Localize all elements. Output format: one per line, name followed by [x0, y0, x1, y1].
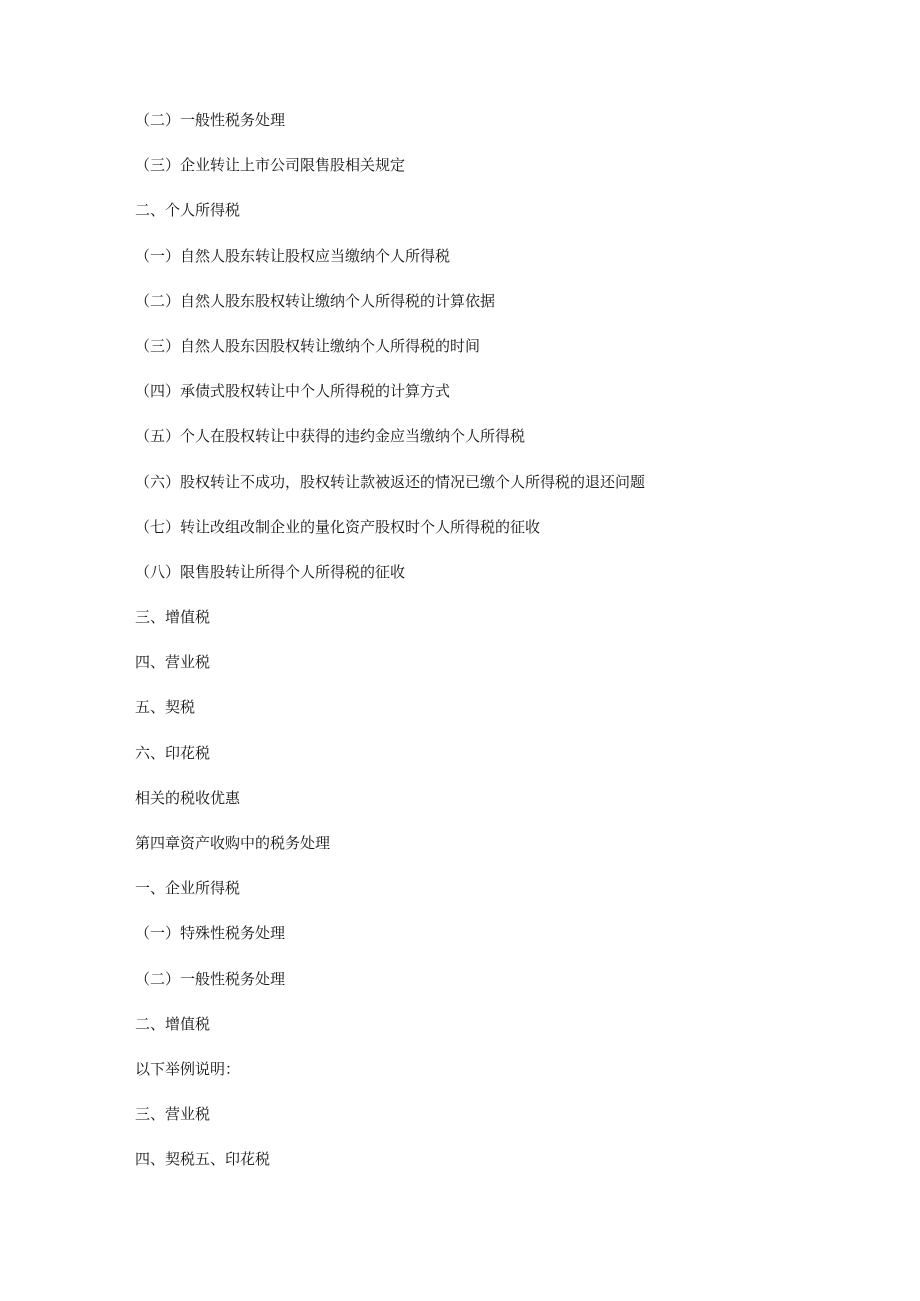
toc-item-restructured-enterprise-equity: （七）转让改组改制企业的量化资产股权时个人所得税的征收 [135, 517, 541, 536]
toc-heading-business-tax-2: 三、营业税 [135, 1105, 211, 1124]
toc-heading-deed-stamp-tax: 四、契税五、印花税 [135, 1150, 271, 1169]
toc-item-calculation-basis: （二）自然人股东股权转让缴纳个人所得税的计算依据 [135, 291, 496, 310]
toc-item-general-tax-treatment: （二）一般性税务处理 [135, 111, 286, 129]
toc-item-general-tax-treatment-2: （二）一般性税务处理 [135, 969, 286, 988]
toc-heading-deed-tax: 五、契税 [135, 698, 196, 717]
toc-item-failed-transfer-refund: （六）股权转让不成功，股权转让款被返还的情况已缴个人所得税的退还问题 [135, 472, 646, 491]
toc-heading-corporate-income-tax: 一、企业所得税 [135, 879, 241, 898]
toc-item-shareholder-transfer-tax: （一）自然人股东转让股权应当缴纳个人所得税 [135, 246, 451, 265]
toc-heading-individual-income-tax: 二、个人所得税 [135, 201, 241, 220]
toc-chapter-four: 第四章资产收购中的税务处理 [135, 834, 331, 852]
toc-item-restricted-share-transfer-rules: （三）企业转让上市公司限售股相关规定 [135, 156, 406, 175]
toc-heading-business-tax: 四、营业税 [135, 653, 211, 672]
toc-item-debt-assumption-calculation: （四）承债式股权转让中个人所得税的计算方式 [135, 382, 451, 401]
toc-heading-tax-incentives: 相关的税收优惠 [135, 788, 241, 807]
toc-item-payment-timing: （三）自然人股东因股权转让缴纳个人所得税的时间 [135, 336, 481, 355]
toc-list [135, 106, 855, 1191]
toc-item-restricted-share-income-tax: （八）限售股转让所得个人所得税的征收 [135, 562, 406, 581]
toc-heading-stamp-tax: 六、印花税 [135, 743, 211, 762]
toc-item-penalty-income-tax: （五）个人在股权转让中获得的违约金应当缴纳个人所得税 [135, 427, 526, 446]
toc-heading-vat: 三、增值税 [135, 608, 211, 627]
toc-item-example: 以下举例说明： [135, 1059, 241, 1078]
toc-item-special-tax-treatment: （一）特殊性税务处理 [135, 924, 286, 943]
toc-heading-vat-2: 二、增值税 [135, 1014, 211, 1033]
